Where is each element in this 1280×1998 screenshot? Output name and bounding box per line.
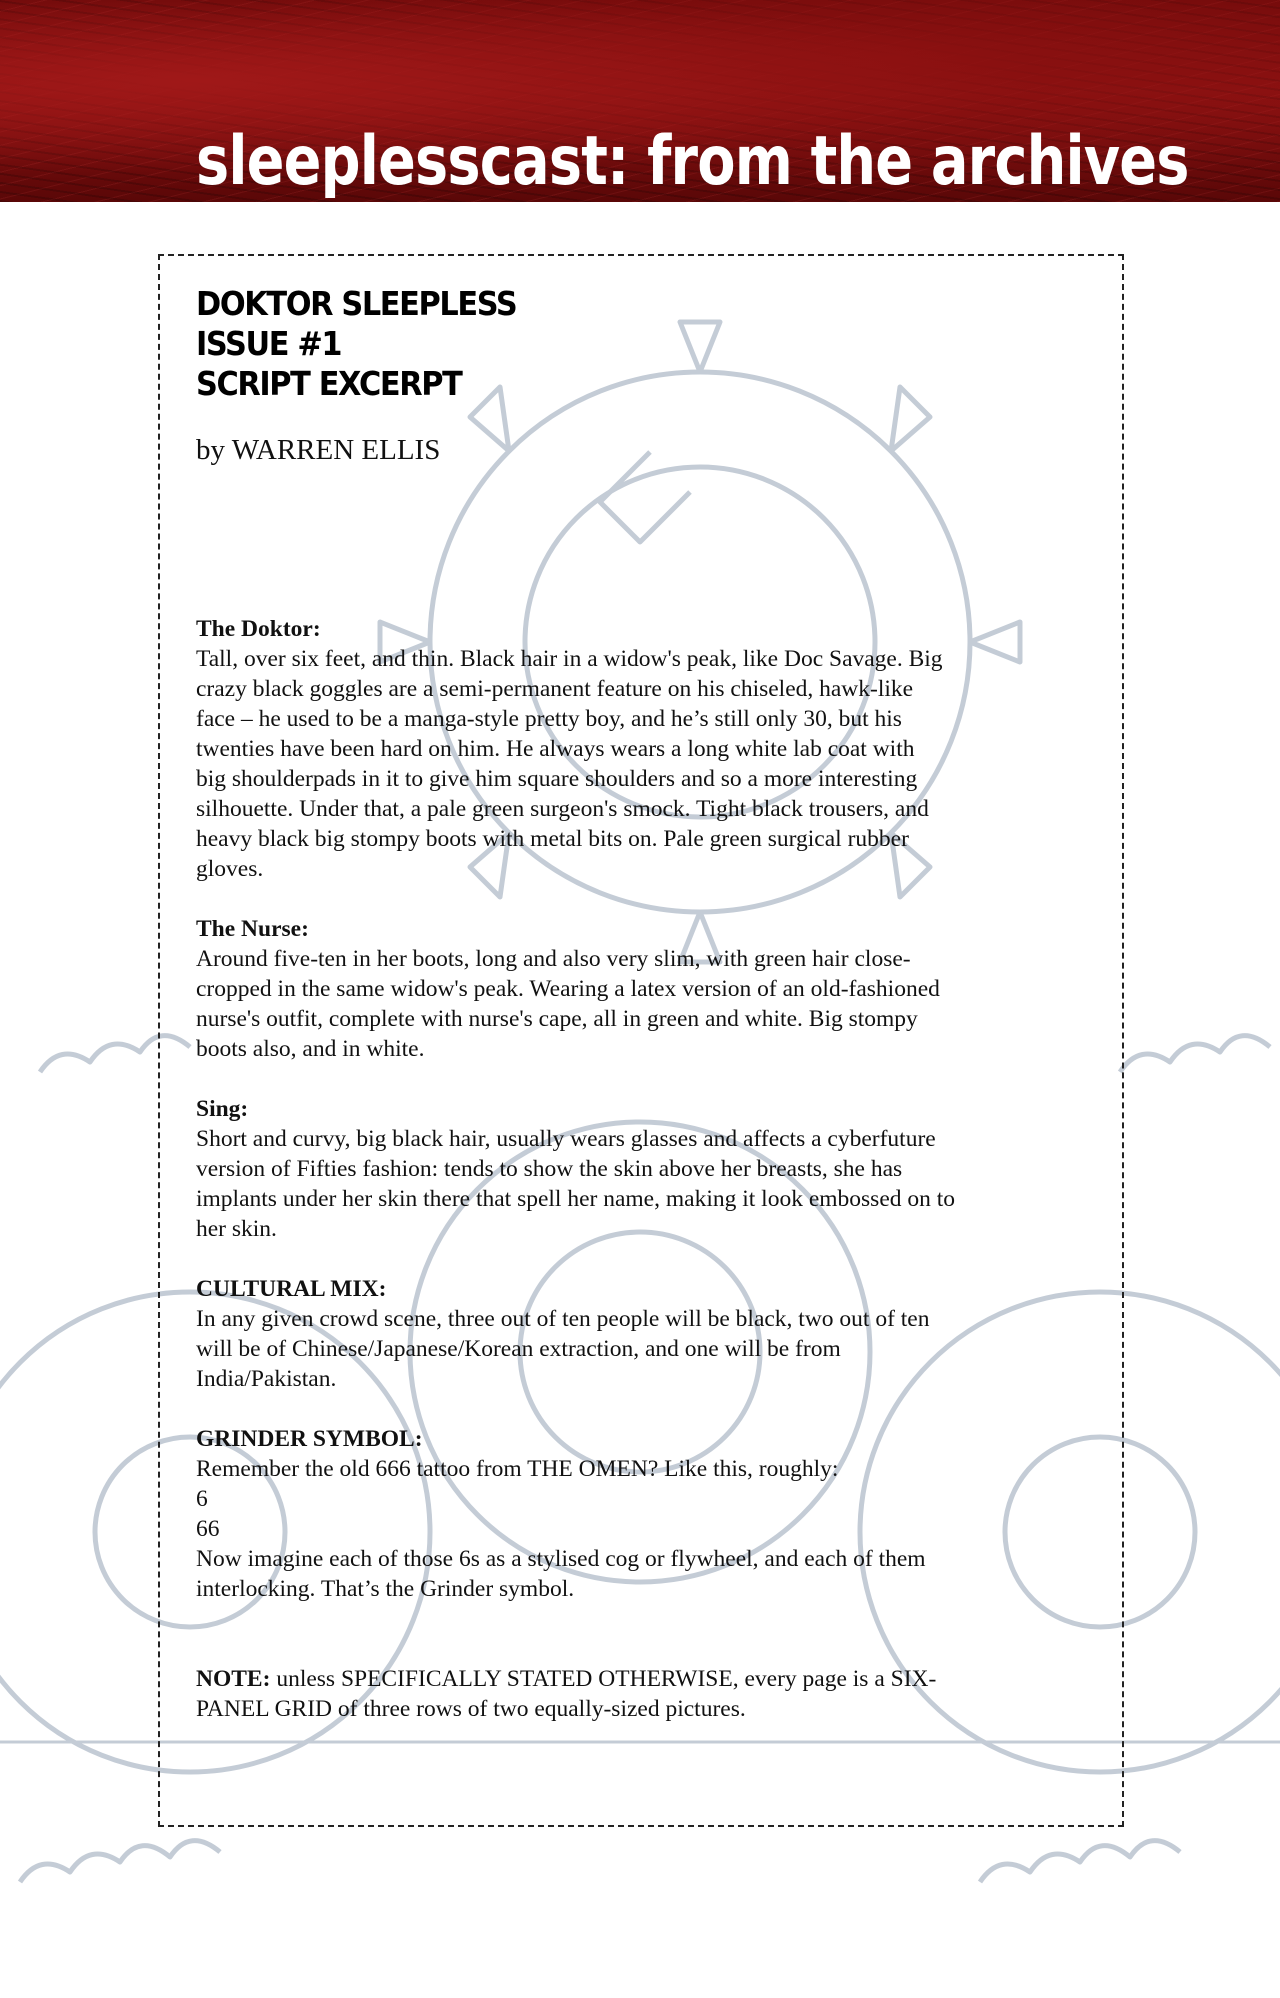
section-doktor: [196, 614, 1096, 884]
section-grinder-symbol: [196, 1424, 1096, 1604]
text-line: version of Fifties fashion: tends to show the skin above her breasts, she has: [196, 1156, 903, 1182]
text-line: 66: [196, 1516, 220, 1542]
section-heading: The Doktor:: [196, 616, 321, 642]
text-line: silhouette. Under that, a pale green surgeon's smock. Tight black trousers, and: [196, 796, 929, 822]
section-heading: Sing:: [196, 1096, 249, 1122]
section-heading: CULTURAL MIX:: [196, 1276, 387, 1302]
text-line: Around five-ten in her boots, long and also very slim, with green hair close-: [196, 946, 911, 972]
text-line: cropped in the same widow's peak. Wearing a latex version of an old-fashioned: [196, 976, 940, 1002]
text-line: face – he used to be a manga-style pretty boy, and he’s still only 30, but his: [196, 706, 902, 732]
section-nurse: [196, 914, 1096, 1064]
text-line: will be of Chinese/Japanese/Korean extraction, and one will be from: [196, 1336, 841, 1362]
section-heading: GRINDER SYMBOL:: [196, 1426, 423, 1452]
text-line: 6: [196, 1486, 208, 1512]
note-line-1: [196, 1664, 1096, 1694]
section-heading: The Nurse:: [196, 916, 309, 942]
text-line: her skin.: [196, 1216, 277, 1242]
note-line-2: PANEL GRID of three rows of two equally-sized pictures.: [196, 1696, 746, 1722]
byline: by WARREN ELLIS: [196, 434, 441, 466]
text-line: crazy black goggles are a semi-permanent feature on his chiseled, hawk-like: [196, 676, 914, 702]
banner-title: sleeplesscast: from the archives: [196, 122, 1189, 201]
text-line: Remember the old 666 tattoo from THE OMEN? Like this, roughly:: [196, 1456, 839, 1482]
text-line: implants under her skin there that spell her name, making it look embossed on to: [196, 1186, 956, 1212]
text-line: interlocking. That’s the Grinder symbol.: [196, 1576, 575, 1602]
title-line-3: SCRIPT EXCERPT: [196, 364, 462, 403]
note-label: NOTE:: [196, 1666, 271, 1692]
title-line-1: DOKTOR SLEEPLESS: [196, 284, 517, 323]
script-title: [196, 284, 516, 404]
panel-grid-note: [196, 1664, 1096, 1724]
text-line: heavy black big stompy boots with metal bits on. Pale green surgical rubber: [196, 826, 909, 852]
text-line: twenties have been hard on him. He always wears a long white lab coat with: [196, 736, 915, 762]
text-line: Short and curvy, big black hair, usually wears glasses and affects a cyberfuture: [196, 1126, 936, 1152]
text-line: boots also, and in white.: [196, 1036, 425, 1062]
header-banner: [0, 0, 1280, 202]
text-line: Now imagine each of those 6s as a stylised cog or flywheel, and each of them: [196, 1546, 926, 1572]
text-line: nurse's outfit, complete with nurse's cape, all in green and white. Big stompy: [196, 1006, 918, 1032]
script-body: [196, 614, 1096, 1724]
section-sing: [196, 1094, 1096, 1244]
title-line-2: ISSUE #1: [196, 324, 342, 363]
note-text: unless SPECIFICALLY STATED OTHERWISE, every page is a SIX-: [270, 1666, 937, 1692]
text-line: India/Pakistan.: [196, 1366, 337, 1392]
text-line: big shoulderpads in it to give him square shoulders and so a more interesting: [196, 766, 918, 792]
section-cultural-mix: [196, 1274, 1096, 1394]
text-line: Tall, over six feet, and thin. Black hair in a widow's peak, like Doc Savage. Big: [196, 646, 943, 672]
text-line: In any given crowd scene, three out of ten people will be black, two out of ten: [196, 1306, 930, 1332]
text-line: gloves.: [196, 856, 264, 882]
